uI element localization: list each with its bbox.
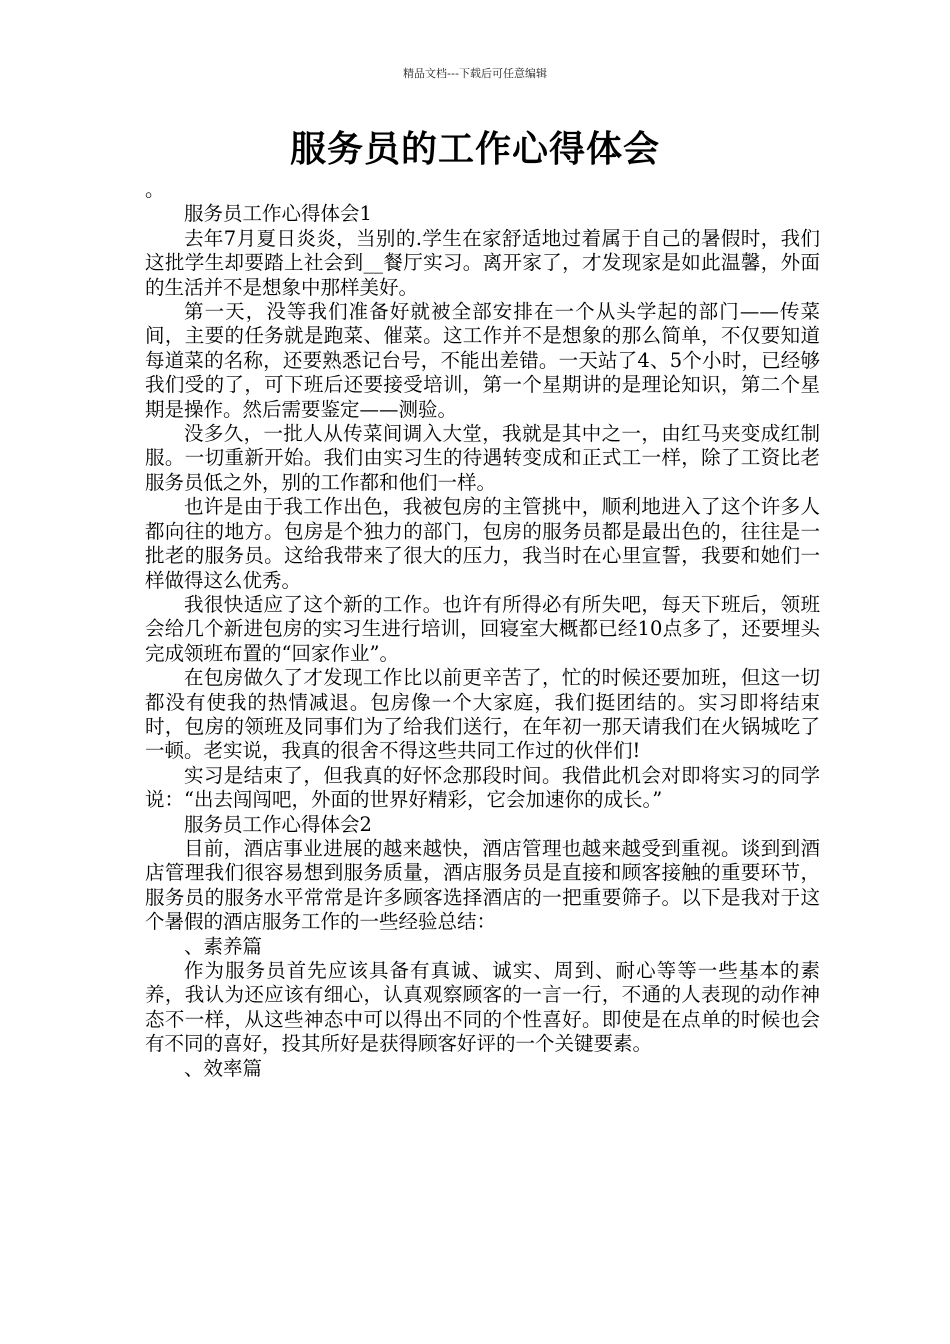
header-note: 精品文档---下载后可任意编辑: [403, 67, 547, 80]
document-body: [145, 178, 820, 1081]
section-heading: 服务员工作心得体会1: [184, 202, 372, 226]
paragraph: 也许是由于我工作出色，我被包房的主管挑中，顺利地进入了这个许多人都向往的地方。包房是个独力的部门，包房的服务员都是最出色的，往往是一批老的服务员。这给我带来了很大的压力，我当时在心里宣誓，我要和她们一样做得这么优秀。: [145, 495, 820, 592]
subsection-heading: 、素养篇: [184, 934, 263, 958]
paragraph: 目前，酒店事业进展的越来越快，酒店管理也越来越受到重视。谈到到酒店管理我们很容易想到服务质量，酒店服务员是直接和顾客接触的重要环节，服务员的服务水平常常是许多顾客选择酒店的一把重要筛子。以下是我对于这个暑假的酒店服务工作的一些经验总结：: [145, 836, 820, 934]
subsection-heading: 、效率篇: [184, 1056, 263, 1080]
page-title: 服务员的工作心得体会: [289, 129, 660, 170]
paragraph: 作为服务员首先应该具备有真诚、诚实、周到、耐心等等一些基本的素养，我认为还应该有细心，认真观察顾客的一言一行，不通的人表现的动作神态不一样，从这些神态中可以得出不同的个性喜好。即使是在点单的时候也会有不同的喜好，投其所好是获得顾客好评的一个关键要素。: [145, 959, 820, 1056]
section-heading: 服务员工作心得体会2: [184, 812, 372, 836]
paragraph: 没多久，一批人从传菜间调入大堂，我就是其中之一，由红马夹变成红制服。一切重新开始。我们由实习生的待遇转变成和正式工一样，除了工资比老服务员低之外，别的工作都和他们一样。: [145, 422, 820, 494]
paragraph: 我很快适应了这个新的工作。也许有所得必有所失吧，每天下班后，领班会给几个新进包房的实习生进行培训，回寝室大概都已经10点多了，还要埋头完成领班布置的“回家作业”。: [145, 592, 820, 665]
paragraph: 去年7月夏日炎炎，当别的.学生在家舒适地过着属于自己的暑假时，我们这批学生却要踏上社会到__餐厅实习。离开家了，才发现家是如此温馨，外面的生活并不是想象中那样美好。: [145, 226, 820, 299]
paragraph: 实习是结束了，但我真的好怀念那段时间。我借此机会对即将实习的同学说：“出去闯闯吧，外面的世界好精彩，它会加速你的成长。”: [145, 763, 820, 812]
paragraph: 在包房做久了才发现工作比以前更辛苦了，忙的时候还要加班，但这一切都没有使我的热情减退。包房像一个大家庭，我们挺团结的。实习即将结束时，包房的领班及同事们为了给我们送行，在年初一那天请我们在火锅城吃了一顿。老实说，我真的很舍不得这些共同工作过的伙伴们!: [145, 666, 820, 763]
paragraph: 第一天，没等我们准备好就被全部安排在一个从头学起的部门——传菜间，主要的任务就是跑菜、催菜。这工作并不是想象的那么简单，不仅要知道每道菜的名称，还要熟悉记台号，不能出差错。一天站了4、5个小时，已经够我们受的了，可下班后还要接受培训，第一个星期讲的是理论知识，第二个星期是操作。然后需要鉴定——测验。: [145, 300, 820, 421]
paragraph: 。: [145, 178, 165, 201]
